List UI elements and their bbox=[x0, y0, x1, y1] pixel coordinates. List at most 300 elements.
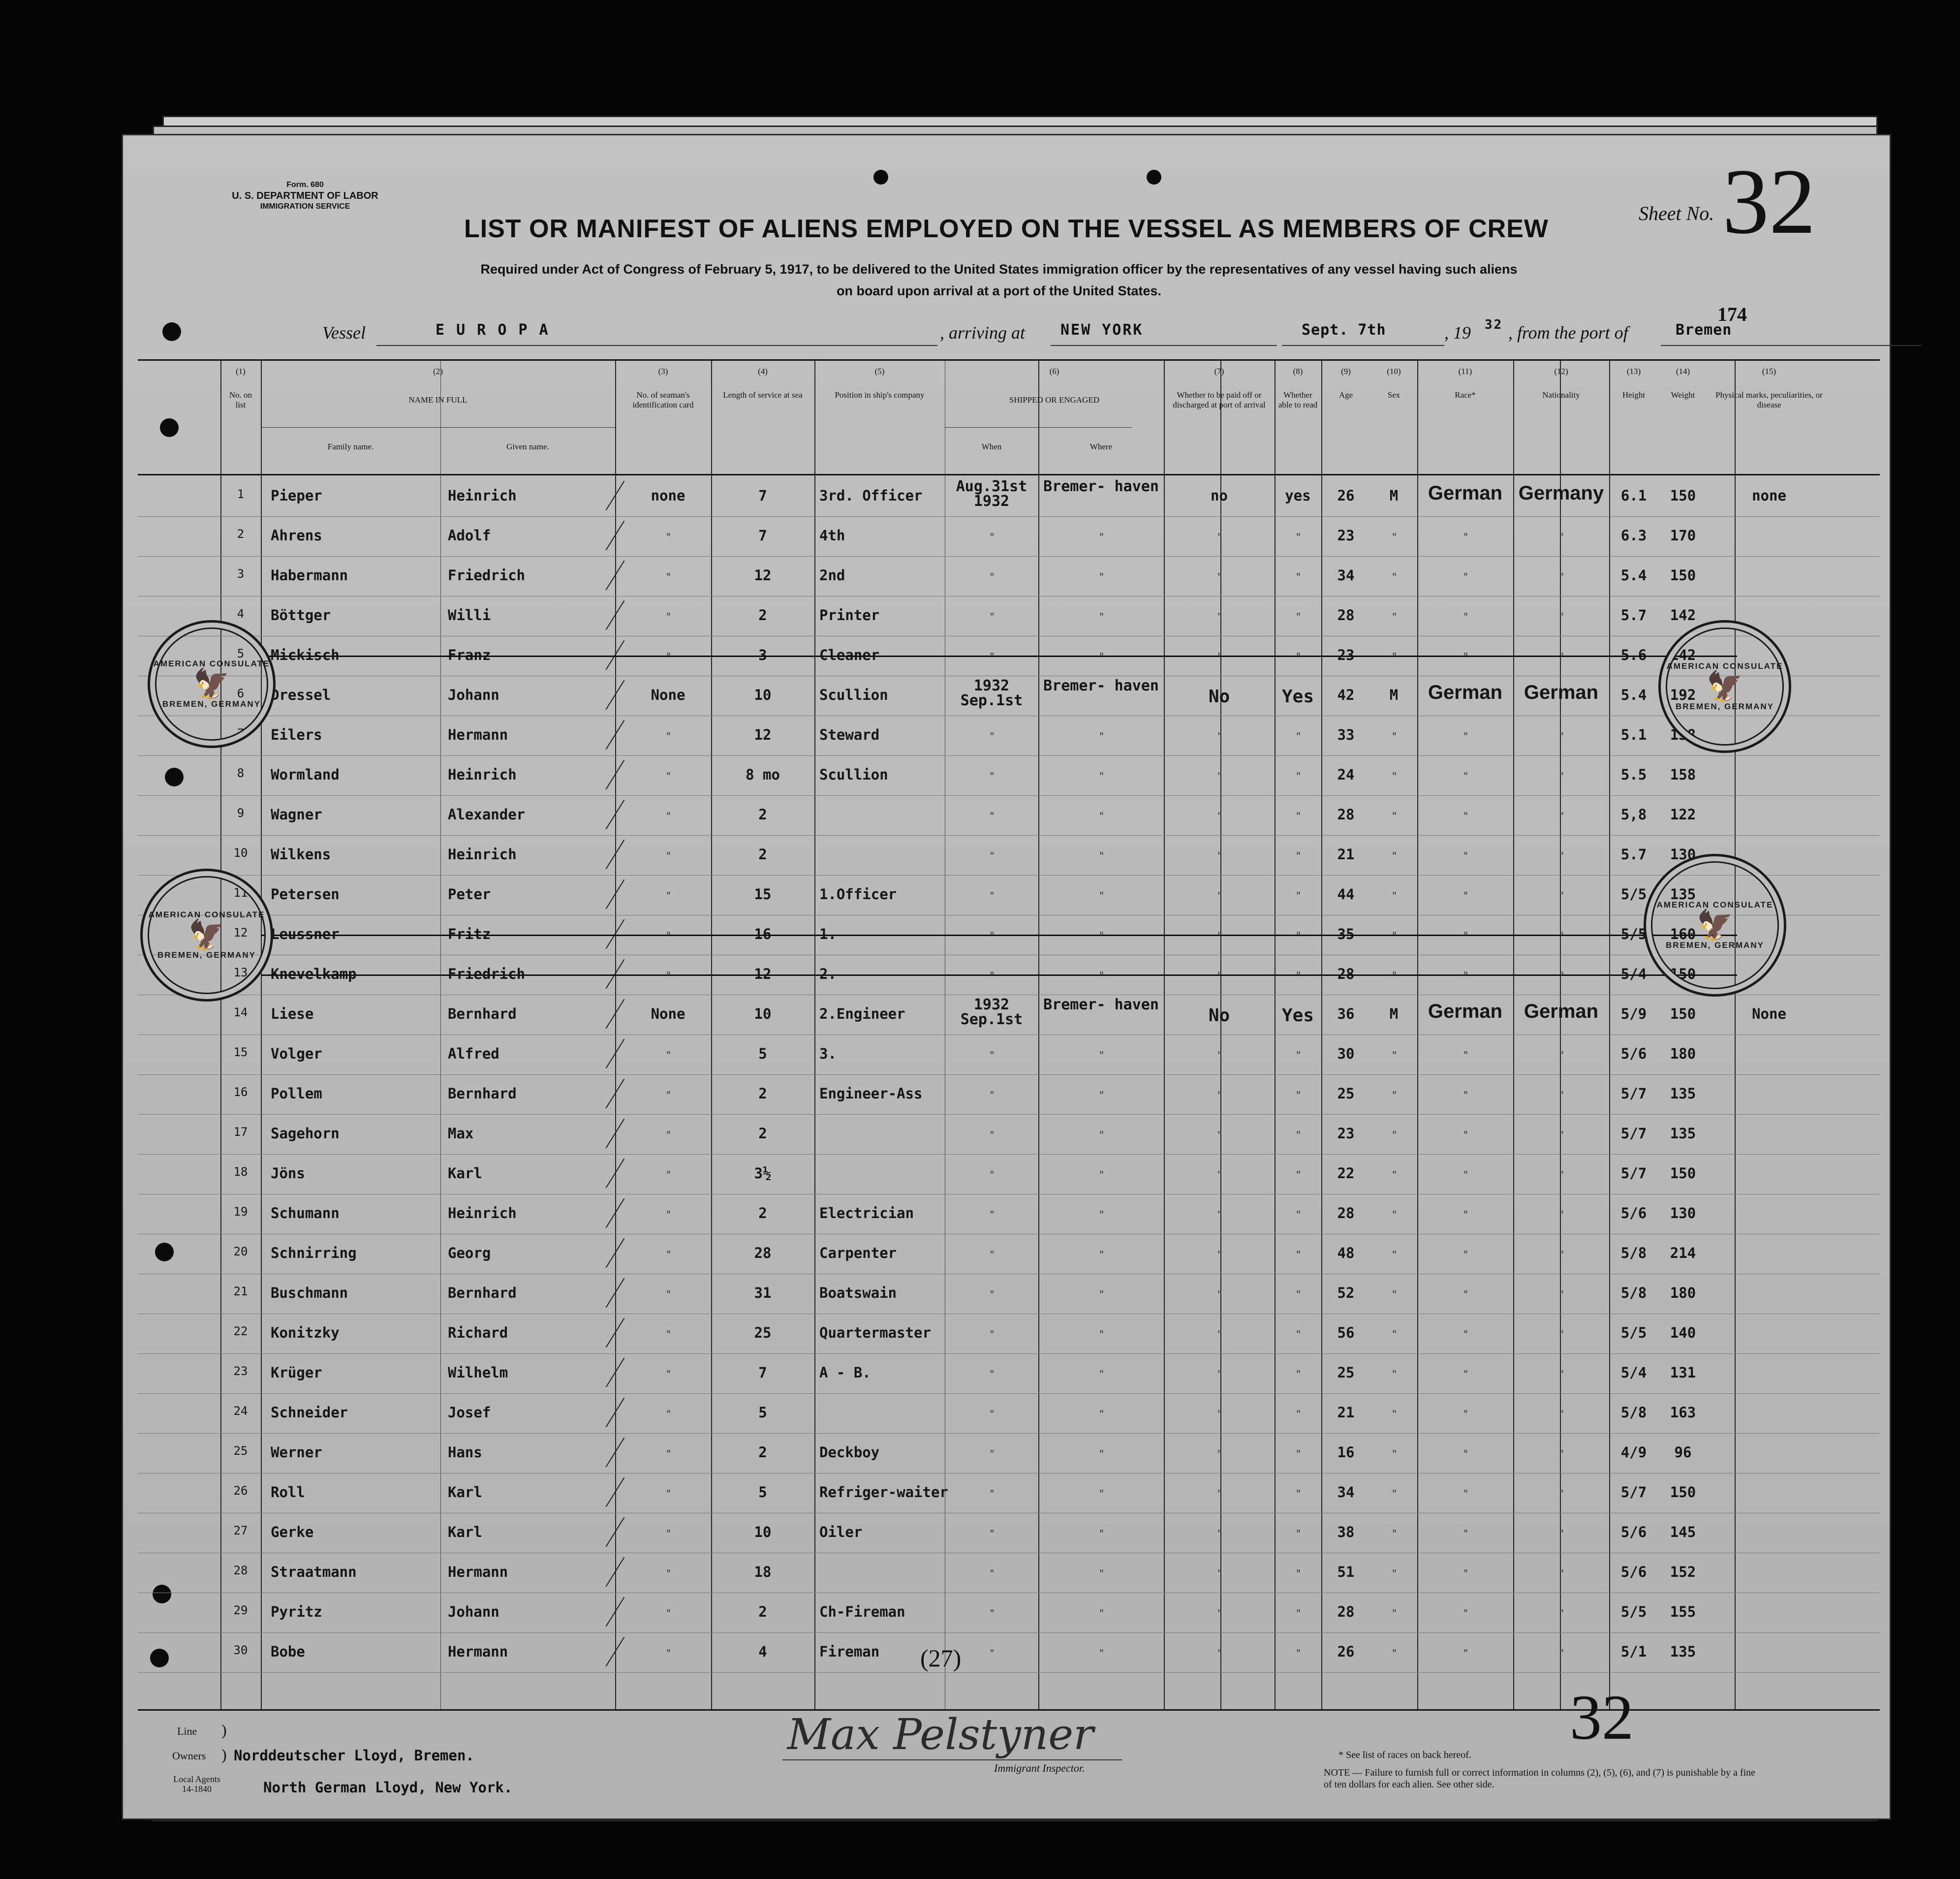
ditto-mark: " bbox=[989, 930, 996, 941]
ditto-mark: " bbox=[1391, 1647, 1398, 1659]
ditto-mark: " bbox=[1295, 1288, 1302, 1300]
ditto-mark: " bbox=[989, 651, 996, 662]
ditto-mark: " bbox=[1558, 531, 1565, 543]
ditto-mark: " bbox=[1391, 1209, 1398, 1221]
agents-label-text: Local Agents bbox=[173, 1774, 220, 1784]
ditto-mark: " bbox=[1216, 1288, 1223, 1300]
cell-family: Knevelkamp bbox=[271, 966, 357, 982]
column-rule bbox=[220, 361, 221, 1709]
cell-service: 2 bbox=[758, 1603, 767, 1620]
cell-age: 23 bbox=[1337, 1125, 1355, 1142]
ditto-mark: " bbox=[1558, 1049, 1565, 1061]
cell-no: 13 bbox=[233, 966, 248, 979]
column-rule bbox=[1038, 361, 1039, 1709]
ditto-mark: " bbox=[1295, 970, 1302, 981]
cell-given: Peter bbox=[448, 886, 491, 903]
ditto-mark: " bbox=[1391, 930, 1398, 941]
ditto-mark: " bbox=[1098, 1089, 1105, 1101]
cell-given: Friedrich bbox=[448, 966, 526, 982]
ditto-mark: " bbox=[1295, 1528, 1302, 1539]
cell-no: 27 bbox=[233, 1524, 248, 1537]
cell-given: Hermann bbox=[448, 1643, 508, 1660]
column-number-col11: (11) bbox=[1458, 367, 1472, 376]
cell-weight: 130 bbox=[1670, 1205, 1696, 1221]
column-rule bbox=[814, 361, 815, 1709]
cell-weight: 150 bbox=[1670, 966, 1696, 982]
ditto-mark: " bbox=[1462, 651, 1469, 662]
ditto-mark: " bbox=[1391, 810, 1398, 822]
cell-no: 17 bbox=[233, 1125, 248, 1139]
underline bbox=[1051, 345, 1277, 346]
cell-age: 35 bbox=[1337, 926, 1355, 942]
ditto-mark: " bbox=[1462, 1209, 1469, 1221]
sheet-number: 32 bbox=[1722, 150, 1816, 253]
ditto-mark: " bbox=[1391, 1607, 1398, 1619]
ditto-mark: " bbox=[1391, 730, 1398, 742]
form-header-block bbox=[187, 180, 423, 212]
cell-height: 5/8 bbox=[1620, 1284, 1647, 1301]
ditto-mark: " bbox=[665, 651, 672, 662]
ditto-mark: " bbox=[989, 1647, 996, 1659]
cell-where: Bremer- haven bbox=[1043, 478, 1159, 495]
ditto-mark: " bbox=[1462, 1607, 1469, 1619]
ditto-mark: " bbox=[1558, 1567, 1565, 1579]
ditto-mark: " bbox=[665, 850, 672, 862]
cell-weight: 155 bbox=[1670, 1603, 1696, 1620]
cell-family: Straatmann bbox=[271, 1564, 357, 1580]
column-header-col10: Sex bbox=[1387, 390, 1400, 400]
ditto-mark: " bbox=[989, 970, 996, 981]
ditto-mark: " bbox=[1391, 1049, 1398, 1061]
cell-card: None bbox=[651, 1005, 685, 1022]
consulate-stamp bbox=[1658, 620, 1791, 753]
row-rule bbox=[138, 755, 1880, 756]
cell-service: 7 bbox=[758, 527, 767, 544]
column-number-col4: (4) bbox=[758, 367, 768, 376]
cell-age: 34 bbox=[1337, 1484, 1355, 1501]
ditto-mark: " bbox=[665, 611, 672, 623]
ditto-mark: " bbox=[989, 571, 996, 583]
cell-no: 21 bbox=[233, 1284, 248, 1298]
cell-age: 56 bbox=[1337, 1324, 1355, 1341]
cell-age: 21 bbox=[1337, 1404, 1355, 1421]
ditto-mark: " bbox=[1216, 850, 1223, 862]
cell-service: 2 bbox=[758, 1205, 767, 1221]
stamp-text-top: AMERICAN CONSULATE bbox=[153, 659, 270, 668]
cell-given: Max bbox=[448, 1125, 474, 1142]
cell-age: 28 bbox=[1337, 966, 1355, 982]
cell-family: Habermann bbox=[271, 567, 348, 584]
cell-paid: No bbox=[1208, 687, 1230, 707]
cell-weight: 150 bbox=[1670, 567, 1696, 584]
cell-position: Fireman bbox=[819, 1643, 880, 1660]
cell-given: Hermann bbox=[448, 726, 508, 743]
ditto-mark: " bbox=[1216, 1488, 1223, 1500]
cell-family: Pyritz bbox=[271, 1603, 322, 1620]
cell-weight: 158 bbox=[1670, 766, 1696, 783]
cell-age: 48 bbox=[1337, 1245, 1355, 1261]
cell-height: 5/5 bbox=[1620, 926, 1647, 942]
cell-height: 5/8 bbox=[1620, 1404, 1647, 1421]
cell-position: Scullion bbox=[819, 687, 888, 703]
cell-service: 10 bbox=[754, 687, 772, 703]
ditto-mark: " bbox=[1462, 1567, 1469, 1579]
column-rule bbox=[1735, 361, 1736, 1709]
cell-age: 36 bbox=[1337, 1005, 1355, 1022]
ditto-mark: " bbox=[1295, 1209, 1302, 1221]
column-header-col6: SHIPPED OR ENGAGED bbox=[1009, 395, 1100, 405]
cell-weight: 135 bbox=[1670, 1125, 1696, 1142]
ditto-mark: " bbox=[1462, 770, 1469, 782]
column-number-col12: (12) bbox=[1554, 367, 1568, 376]
ditto-mark: " bbox=[665, 1408, 672, 1420]
stamp-text-top: AMERICAN CONSULATE bbox=[1666, 661, 1783, 671]
cell-age: 26 bbox=[1337, 487, 1355, 504]
cell-service: 12 bbox=[754, 966, 772, 982]
ditto-mark: " bbox=[1295, 1049, 1302, 1061]
row-rule bbox=[138, 1353, 1880, 1354]
ditto-mark: " bbox=[1098, 611, 1105, 623]
ditto-mark: " bbox=[1098, 970, 1105, 981]
ditto-mark: " bbox=[1216, 1169, 1223, 1181]
cell-family: Jöns bbox=[271, 1165, 305, 1182]
ditto-mark: " bbox=[989, 810, 996, 822]
ditto-mark: " bbox=[1098, 1169, 1105, 1181]
service-name: IMMIGRATION SERVICE bbox=[260, 202, 350, 211]
ditto-mark: " bbox=[665, 1089, 672, 1101]
ditto-mark: " bbox=[665, 1129, 672, 1141]
strikethrough-line bbox=[261, 974, 1737, 976]
ditto-mark: " bbox=[989, 770, 996, 782]
cell-age: 26 bbox=[1337, 1643, 1355, 1660]
subheader-rule bbox=[945, 427, 1132, 428]
cell-height: 5.6 bbox=[1620, 647, 1647, 663]
ditto-mark: " bbox=[1558, 1488, 1565, 1500]
column-header-col11: Race* bbox=[1455, 390, 1476, 400]
cell-age: 28 bbox=[1337, 1603, 1355, 1620]
ditto-mark: " bbox=[1558, 730, 1565, 742]
column-header-col3: No. of seaman's identification card bbox=[632, 390, 694, 409]
column-number-col15: (15) bbox=[1762, 367, 1776, 376]
ditto-mark: " bbox=[1098, 930, 1105, 941]
stamp-text-bottom: BREMEN, GERMANY bbox=[162, 699, 261, 709]
column-subheader-col6a: When bbox=[981, 442, 1002, 451]
ditto-mark: " bbox=[1295, 930, 1302, 941]
ditto-mark: " bbox=[1558, 1129, 1565, 1141]
ditto-mark: " bbox=[1098, 571, 1105, 583]
form-number: Form. 680 bbox=[286, 181, 324, 189]
cell-height: 5.4 bbox=[1620, 687, 1647, 703]
ditto-mark: " bbox=[1295, 1488, 1302, 1500]
cell-family: Schneider bbox=[271, 1404, 348, 1421]
agents-label bbox=[170, 1774, 224, 1794]
ditto-mark: " bbox=[1391, 1129, 1398, 1141]
cell-no: 15 bbox=[233, 1045, 248, 1059]
ditto-mark: " bbox=[989, 1448, 996, 1460]
cell-weight: 170 bbox=[1670, 527, 1696, 544]
cell-service: 15 bbox=[754, 886, 772, 903]
ditto-mark: " bbox=[665, 1328, 672, 1340]
cell-no: 14 bbox=[233, 1005, 248, 1019]
cell-no: 25 bbox=[233, 1444, 248, 1458]
ditto-mark: " bbox=[665, 730, 672, 742]
cell-height: 6.3 bbox=[1620, 527, 1647, 544]
ditto-mark: " bbox=[1295, 1169, 1302, 1181]
eagle-icon: 🦅 bbox=[1696, 908, 1734, 941]
ditto-mark: " bbox=[1098, 531, 1105, 543]
ditto-mark: " bbox=[1558, 611, 1565, 623]
ditto-mark: " bbox=[1098, 890, 1105, 902]
cell-age: 23 bbox=[1337, 527, 1355, 544]
eagle-icon: 🦅 bbox=[193, 667, 230, 700]
ditto-mark: " bbox=[1216, 1049, 1223, 1061]
cell-given: Bernhard bbox=[448, 1284, 517, 1301]
ditto-mark: " bbox=[1098, 770, 1105, 782]
punch-hole bbox=[162, 322, 181, 341]
ditto-mark: " bbox=[1558, 810, 1565, 822]
cell-service: 3½ bbox=[754, 1165, 772, 1182]
ditto-mark: " bbox=[1462, 850, 1469, 862]
ditto-mark: " bbox=[1295, 531, 1302, 543]
ditto-mark: " bbox=[665, 1288, 672, 1300]
column-number-col3: (3) bbox=[658, 367, 668, 376]
stamp-text-bottom: BREMEN, GERMANY bbox=[1675, 702, 1774, 711]
cell-when: 1932 Sep.1st bbox=[960, 996, 1023, 1028]
column-number-col6: (6) bbox=[1049, 367, 1059, 376]
cell-no: 16 bbox=[233, 1085, 248, 1099]
row-rule bbox=[138, 1154, 1880, 1155]
row-rule bbox=[138, 1393, 1880, 1394]
cell-no: 4 bbox=[237, 607, 245, 621]
cell-where: Bremer- haven bbox=[1043, 677, 1159, 694]
ditto-mark: " bbox=[989, 1169, 996, 1181]
cell-family: Sagehorn bbox=[271, 1125, 340, 1142]
inspector-label: Immigrant Inspector. bbox=[994, 1762, 1085, 1774]
column-rule bbox=[1417, 361, 1418, 1709]
page-subtitle bbox=[335, 258, 1663, 302]
cell-height: 5.4 bbox=[1620, 567, 1647, 584]
cell-race: German bbox=[1428, 1001, 1503, 1022]
cell-position: 1.Officer bbox=[819, 886, 897, 903]
cell-position: Engineer-Ass bbox=[819, 1085, 923, 1102]
ditto-mark: " bbox=[1098, 1209, 1105, 1221]
ditto-mark: " bbox=[1391, 1528, 1398, 1539]
column-number-col10: (10) bbox=[1387, 367, 1401, 376]
ditto-mark: " bbox=[1216, 1089, 1223, 1101]
ditto-mark: " bbox=[1098, 1049, 1105, 1061]
cell-given: Alexander bbox=[448, 806, 526, 823]
ditto-mark: " bbox=[989, 890, 996, 902]
underline bbox=[376, 345, 937, 346]
cell-service: 2 bbox=[758, 607, 767, 624]
ditto-mark: " bbox=[665, 970, 672, 981]
ditto-mark: " bbox=[1558, 770, 1565, 782]
cell-given: Hans bbox=[448, 1444, 482, 1461]
cell-family: Roll bbox=[271, 1484, 305, 1501]
ditto-mark: " bbox=[665, 1448, 672, 1460]
cell-family: Werner bbox=[271, 1444, 322, 1461]
ditto-mark: " bbox=[1216, 1567, 1223, 1579]
cell-given: Adolf bbox=[448, 527, 491, 544]
cell-age: 24 bbox=[1337, 766, 1355, 783]
cell-given: Richard bbox=[448, 1324, 508, 1341]
ditto-mark: " bbox=[989, 1249, 996, 1260]
cell-weight: 122 bbox=[1670, 806, 1696, 823]
ditto-mark: " bbox=[1295, 850, 1302, 862]
cell-height: 5/7 bbox=[1620, 1165, 1647, 1182]
ditto-mark: " bbox=[1462, 1089, 1469, 1101]
arrival-port: NEW YORK bbox=[1060, 321, 1144, 339]
eagle-icon: 🦅 bbox=[1706, 670, 1743, 703]
cell-no: 20 bbox=[233, 1245, 248, 1258]
cell-height: 4/9 bbox=[1620, 1444, 1647, 1461]
cell-weight: 192 bbox=[1670, 687, 1696, 703]
races-footnote: * See list of races on back hereof. bbox=[1338, 1750, 1471, 1760]
ditto-mark: " bbox=[1462, 571, 1469, 583]
column-number-col8: (8) bbox=[1293, 367, 1303, 376]
row-rule bbox=[138, 1034, 1880, 1035]
ditto-mark: " bbox=[1216, 730, 1223, 742]
cell-given: Karl bbox=[448, 1484, 482, 1501]
cell-height: 5.1 bbox=[1620, 726, 1647, 743]
ditto-mark: " bbox=[1391, 651, 1398, 662]
cell-weight: 150 bbox=[1670, 1484, 1696, 1501]
ditto-mark: " bbox=[1462, 1169, 1469, 1181]
ditto-mark: " bbox=[1391, 1328, 1398, 1340]
ditto-mark: " bbox=[1558, 1368, 1565, 1380]
column-number-col14: (14) bbox=[1676, 367, 1690, 376]
ditto-mark: " bbox=[1462, 1488, 1469, 1500]
cell-given: Bernhard bbox=[448, 1005, 517, 1022]
ditto-mark: " bbox=[1216, 1129, 1223, 1141]
ditto-mark: " bbox=[1295, 1328, 1302, 1340]
column-header-col13: Height bbox=[1622, 390, 1646, 400]
cell-family: Konitzky bbox=[271, 1324, 340, 1341]
ditto-mark: " bbox=[1216, 531, 1223, 543]
cell-age: 42 bbox=[1337, 687, 1355, 703]
ditto-mark: " bbox=[1558, 1607, 1565, 1619]
cell-service: 8 mo bbox=[746, 766, 780, 783]
column-rule bbox=[440, 361, 441, 1709]
cell-no: 24 bbox=[233, 1404, 248, 1418]
cell-no: 2 bbox=[237, 527, 245, 541]
note-label: NOTE bbox=[1324, 1767, 1350, 1778]
eagle-icon: 🦅 bbox=[188, 918, 225, 951]
stamp-number: 174 bbox=[1717, 303, 1747, 325]
ditto-mark: " bbox=[1558, 970, 1565, 981]
year-prefix: , 19 bbox=[1444, 323, 1471, 343]
cell-service: 2 bbox=[758, 806, 767, 823]
cell-age: 33 bbox=[1337, 726, 1355, 743]
column-number-col7: (7) bbox=[1214, 367, 1224, 376]
cell-height: 5/7 bbox=[1620, 1484, 1647, 1501]
ditto-mark: " bbox=[1462, 1408, 1469, 1420]
inspector-signature: Max Pelstyner bbox=[787, 1710, 1094, 1759]
cell-age: 38 bbox=[1337, 1524, 1355, 1540]
column-rule bbox=[615, 361, 616, 1709]
ditto-mark: " bbox=[1216, 970, 1223, 981]
ditto-mark: " bbox=[989, 1408, 996, 1420]
column-header-col7: Whether to be paid off or discharged at port of arrival bbox=[1173, 390, 1266, 409]
column-rule bbox=[711, 361, 712, 1709]
ditto-mark: " bbox=[1558, 571, 1565, 583]
ditto-mark: " bbox=[1098, 1368, 1105, 1380]
arrival-date: Sept. 7th bbox=[1302, 321, 1386, 339]
ditto-mark: " bbox=[1098, 1488, 1105, 1500]
cell-family: Schumann bbox=[271, 1205, 340, 1221]
ditto-mark: " bbox=[989, 1607, 996, 1619]
row-rule bbox=[138, 1672, 1880, 1673]
cell-family: Buschmann bbox=[271, 1284, 348, 1301]
cell-service: 4 bbox=[758, 1643, 767, 1660]
cell-height: 5/7 bbox=[1620, 1085, 1647, 1102]
cell-paid: no bbox=[1211, 487, 1228, 504]
agents-value: North German Lloyd, New York. bbox=[263, 1779, 513, 1796]
underline bbox=[1661, 345, 1922, 346]
ditto-mark: " bbox=[1462, 531, 1469, 543]
ditto-mark: " bbox=[1295, 571, 1302, 583]
consulate-stamp bbox=[1644, 854, 1786, 997]
ditto-mark: " bbox=[989, 730, 996, 742]
cell-height: 5/6 bbox=[1620, 1524, 1647, 1540]
cell-height: 5/8 bbox=[1620, 1245, 1647, 1261]
cell-no: 22 bbox=[233, 1324, 248, 1338]
ditto-mark: " bbox=[989, 1488, 996, 1500]
subtitle-line-2: on board upon arrival at a port of the United States. bbox=[836, 283, 1162, 298]
row-rule bbox=[138, 1074, 1880, 1075]
ditto-mark: " bbox=[1391, 1448, 1398, 1460]
cell-age: 22 bbox=[1337, 1165, 1355, 1182]
ditto-mark: " bbox=[1462, 970, 1469, 981]
ditto-mark: " bbox=[1391, 1249, 1398, 1260]
ditto-mark: " bbox=[1558, 1647, 1565, 1659]
cell-nationality: Germany bbox=[1518, 482, 1604, 504]
ditto-mark: " bbox=[1558, 1288, 1565, 1300]
ditto-mark: " bbox=[1558, 930, 1565, 941]
ditto-mark: " bbox=[1558, 1328, 1565, 1340]
cell-position: Steward bbox=[819, 726, 880, 743]
column-number-col5: (5) bbox=[874, 367, 885, 376]
cell-family: Petersen bbox=[271, 886, 340, 903]
bracket-mark: ) bbox=[221, 1746, 227, 1763]
cell-weight: 142 bbox=[1670, 647, 1696, 663]
ditto-mark: " bbox=[989, 850, 996, 862]
underline bbox=[1282, 345, 1444, 346]
cell-height: 5/1 bbox=[1620, 1643, 1647, 1660]
cell-no: 18 bbox=[233, 1165, 248, 1179]
ditto-mark: " bbox=[1216, 571, 1223, 583]
departure-port: Bremen bbox=[1676, 321, 1732, 339]
ditto-mark: " bbox=[1295, 1448, 1302, 1460]
cell-age: 34 bbox=[1337, 567, 1355, 584]
cell-age: 16 bbox=[1337, 1444, 1355, 1461]
cell-weight: 180 bbox=[1670, 1284, 1696, 1301]
ditto-mark: " bbox=[1558, 1448, 1565, 1460]
subtitle-line-1: Required under Act of Congress of February 5, 1917, to be delivered to the United States immigration officer by the representatives of any vessel having such aliens bbox=[480, 262, 1518, 277]
cell-given: Hermann bbox=[448, 1564, 508, 1580]
cell-age: 44 bbox=[1337, 886, 1355, 903]
column-rule bbox=[1560, 361, 1561, 1709]
strikethrough-line bbox=[261, 656, 1737, 657]
column-subheader-col2a: Family name. bbox=[327, 442, 374, 451]
cell-weight: 131 bbox=[1670, 1364, 1696, 1381]
cell-weight: 150 bbox=[1670, 1165, 1696, 1182]
ditto-mark: " bbox=[1098, 850, 1105, 862]
cell-no: 28 bbox=[233, 1564, 248, 1577]
column-subheader-col6b: Where bbox=[1089, 442, 1113, 451]
cell-position: Printer bbox=[819, 607, 880, 624]
cell-weight: 135 bbox=[1670, 1085, 1696, 1102]
